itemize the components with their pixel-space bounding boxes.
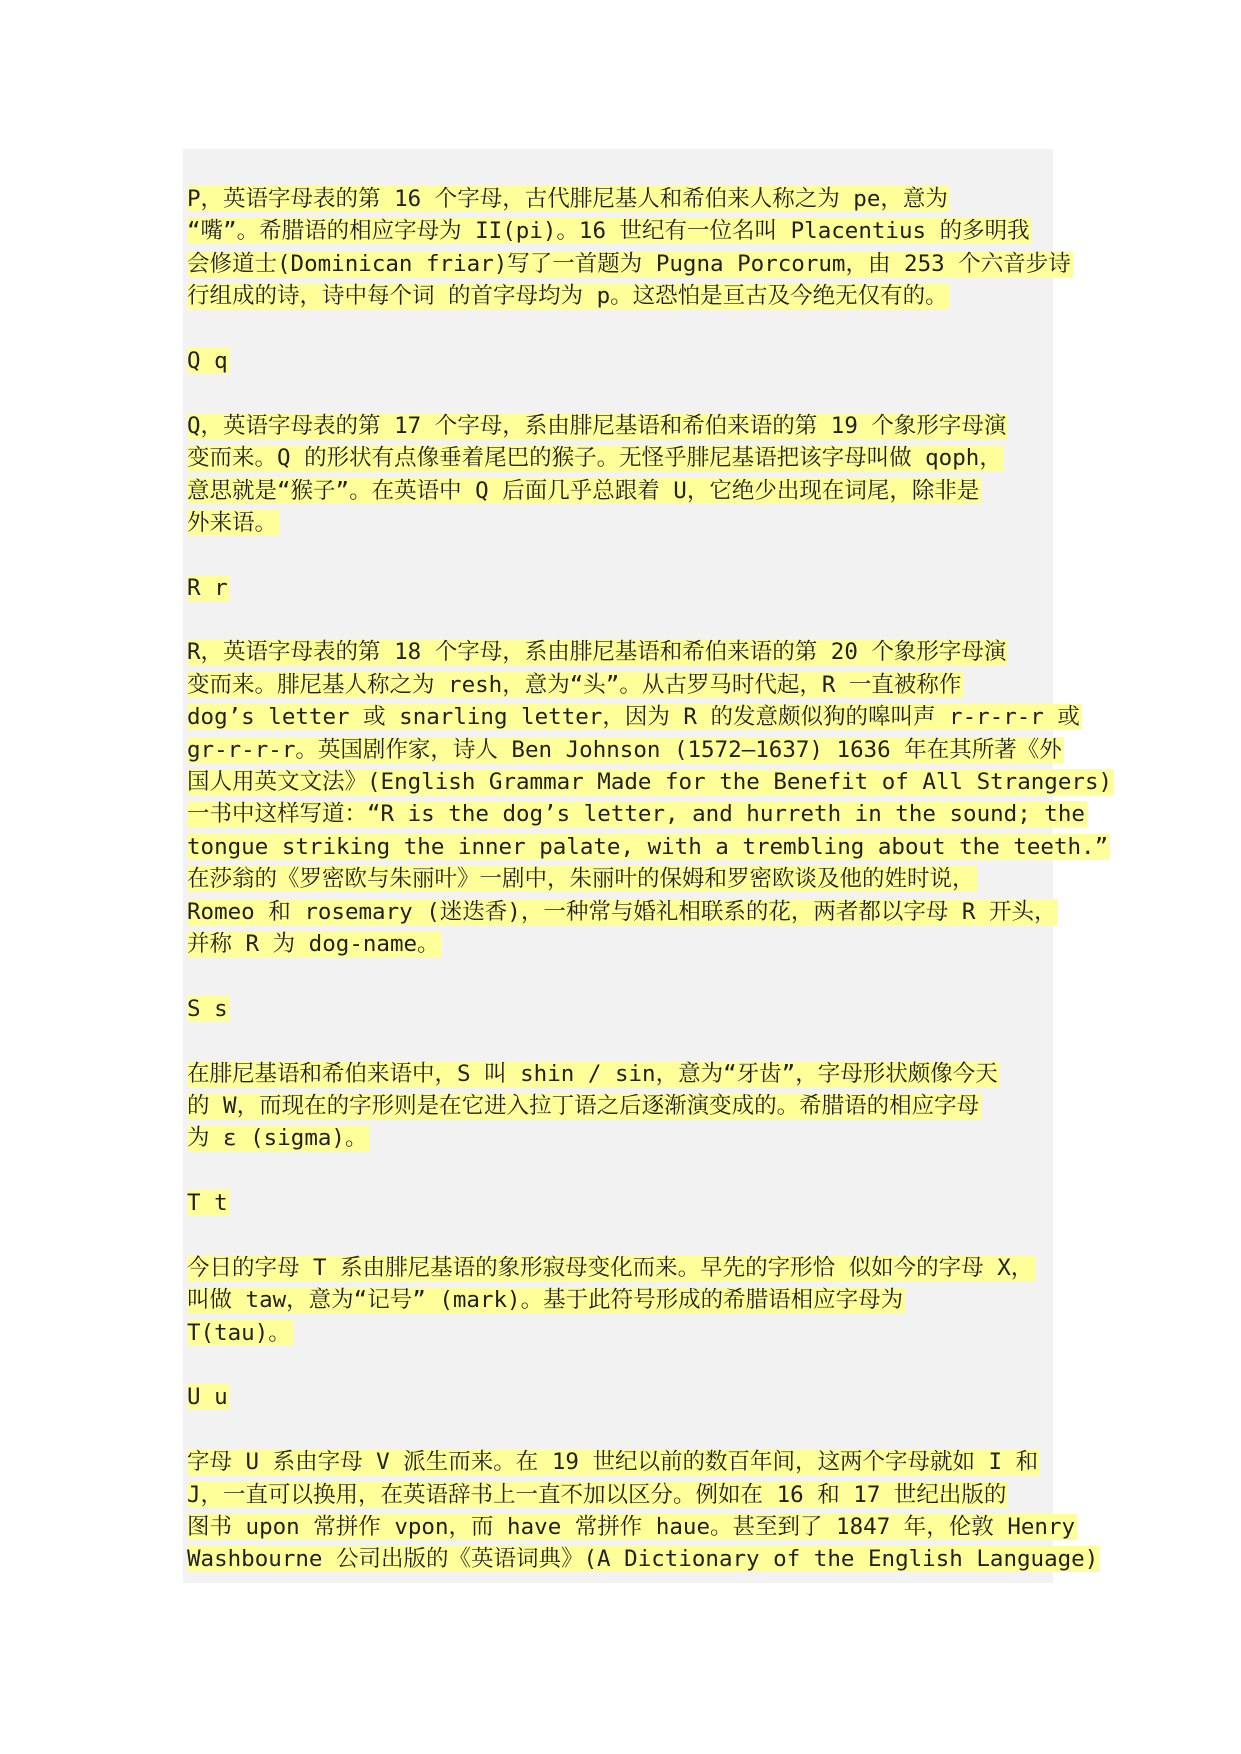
highlighted-text: 行组成的诗，诗中每个词 的首字母均为 p。这恐怕是亘古及今绝无仅有的。 — [187, 283, 948, 310]
paragraph-gap — [187, 1155, 1087, 1187]
paragraph-line — [187, 183, 1087, 215]
paragraph-line — [187, 669, 1087, 701]
highlighted-text: R，英语字母表的第 18 个字母，系由腓尼基语和希伯来语的第 20 个象形字母演 — [187, 639, 1007, 666]
letter-heading-text: Q q — [187, 347, 228, 374]
paragraph-gap — [187, 1025, 1087, 1057]
highlighted-text: Washbourne 公司出版的《英语词典》(A Dictionary of the English Language) — [187, 1546, 1099, 1573]
paragraph-line — [187, 280, 1087, 312]
highlighted-text: P，英语字母表的第 16 个字母，古代腓尼基人和希伯来人称之为 pe，意为 — [187, 186, 948, 212]
paragraph-line — [187, 1317, 1087, 1349]
letter-heading-text: S s — [187, 995, 228, 1022]
paragraph-gap — [187, 604, 1087, 636]
highlighted-text: 并称 R 为 dog-name。 — [187, 930, 440, 957]
paragraph-line — [187, 734, 1087, 766]
paragraph-line — [187, 766, 1113, 798]
paragraph-line — [187, 831, 1109, 863]
highlighted-text: “嘴”。希腊语的相应字母为 II(pi)。16 世纪有一位名叫 Placentius 的多明我 — [187, 218, 1030, 245]
letter-heading — [187, 1381, 1087, 1413]
paragraph-gap — [187, 1220, 1087, 1252]
paragraph-line — [187, 1058, 1087, 1090]
paragraph-gap — [187, 1414, 1087, 1446]
paragraph-line — [187, 1090, 1087, 1122]
highlighted-text: Romeo 和 rosemary (迷迭香)，一种常与婚礼相联系的花，两者都以字母 R 开头， — [187, 898, 1057, 925]
paragraph-line — [187, 475, 1087, 507]
letter-heading-text: R r — [187, 574, 228, 601]
highlighted-text: Q，英语字母表的第 17 个字母，系由腓尼基语和希伯来语的第 19 个象形字母演 — [187, 412, 1007, 439]
paragraph-line — [187, 1511, 1087, 1543]
highlighted-text: 图书 upon 常拼作 vpon，而 have 常拼作 haue。甚至到了 1847 年，伦敦 Henry — [187, 1514, 1076, 1541]
paragraph-line — [187, 863, 1087, 895]
highlighted-text: J，一直可以换用，在英语辞书上一直不加以区分。例如在 16 和 17 世纪出版的 — [187, 1481, 1007, 1508]
letter-heading — [187, 572, 1087, 604]
paragraph-line — [187, 1122, 1087, 1154]
highlighted-text: gr-r-r-r。英国剧作家，诗人 Ben Johnson (1572—1637) 1636 年在其所著《外 — [187, 736, 1062, 763]
highlighted-text: 在腓尼基语和希伯来语中，S 叫 shin / sin，意为“牙齿”，字母形状颇像今天 — [187, 1060, 998, 1087]
paragraph-line — [187, 1543, 1099, 1575]
letter-heading-text: U u — [187, 1384, 228, 1411]
paragraph-line — [187, 507, 1087, 539]
paragraph-line — [187, 1479, 1087, 1511]
paragraph-line — [187, 1446, 1087, 1478]
highlighted-text: 今日的字母 T 系由腓尼基语的象形寂母变化而来。早先的字形恰 似如今的字母 X， — [187, 1254, 1034, 1281]
highlighted-text: 国人用英文文法》(English Grammar Made for the Benefit of All Strangers) — [187, 769, 1113, 796]
paragraph-gap — [187, 960, 1087, 992]
letter-heading — [187, 345, 1087, 377]
highlighted-text: 叫做 taw，意为“记号” (mark)。基于此符号形成的希腊语相应字母为 — [187, 1287, 904, 1314]
paragraph-line — [187, 248, 1087, 280]
paragraph-line — [187, 896, 1087, 928]
highlighted-text: 会修道士(Dominican friar)写了一首题为 Pugna Porcorum，由 253 个六音步诗 — [187, 250, 1071, 277]
highlighted-text: 变而来。腓尼基人称之为 resh，意为“头”。从古罗马时代起，R 一直被称作 — [187, 671, 962, 698]
highlighted-text: 一书中这样写道：“R is the dog’s letter, and hurreth in the sound; the — [187, 801, 1085, 828]
document-body — [187, 183, 1113, 1576]
highlighted-text: 的 W，而现在的字形则是在它进入拉丁语之后逐渐演变成的。希腊语的相应字母 — [187, 1092, 980, 1119]
highlighted-text: 外来语。 — [187, 509, 278, 536]
highlighted-text: 意思就是“猴子”。在英语中 Q 后面几乎总跟着 U，它绝少出现在词尾，除非是 — [187, 477, 980, 504]
paragraph-line — [187, 410, 1087, 442]
letter-heading — [187, 993, 1087, 1025]
paragraph-line — [187, 798, 1087, 830]
paragraph-gap — [187, 313, 1087, 345]
letter-heading-text: T t — [187, 1190, 228, 1217]
highlighted-text: tongue striking the inner palate, with a trembling about the teeth.” — [187, 833, 1109, 860]
highlighted-text: T(tau)。 — [187, 1319, 291, 1346]
letter-heading — [187, 1187, 1087, 1219]
paragraph-line — [187, 1252, 1087, 1284]
paragraph-line — [187, 701, 1087, 733]
highlighted-text: 为 ε (sigma)。 — [187, 1125, 368, 1152]
paragraph-gap — [187, 377, 1087, 409]
paragraph-gap — [187, 539, 1087, 571]
paragraph-line — [187, 636, 1087, 668]
highlighted-text: 字母 U 系由字母 V 派生而来。在 19 世纪以前的数百年间，这两个字母就如 I 和 — [187, 1449, 1039, 1476]
paragraph-line — [187, 442, 1087, 474]
highlighted-text: 变而来。Q 的形状有点像垂着尾巴的猴子。无怪乎腓尼基语把该字母叫做 qoph， — [187, 445, 1002, 472]
paragraph-line — [187, 928, 1087, 960]
highlighted-text: dog’s letter 或 snarling letter，因为 R 的发意颇似狗的嗥叫声 r-r-r-r 或 — [187, 704, 1080, 731]
paragraph-line — [187, 215, 1087, 247]
highlighted-text: 在莎翁的《罗密欧与朱丽叶》一剧中，朱丽叶的保姆和罗密欧谈及他的姓时说， — [187, 866, 975, 893]
paragraph-line — [187, 1284, 1087, 1316]
paragraph-gap — [187, 1349, 1087, 1381]
